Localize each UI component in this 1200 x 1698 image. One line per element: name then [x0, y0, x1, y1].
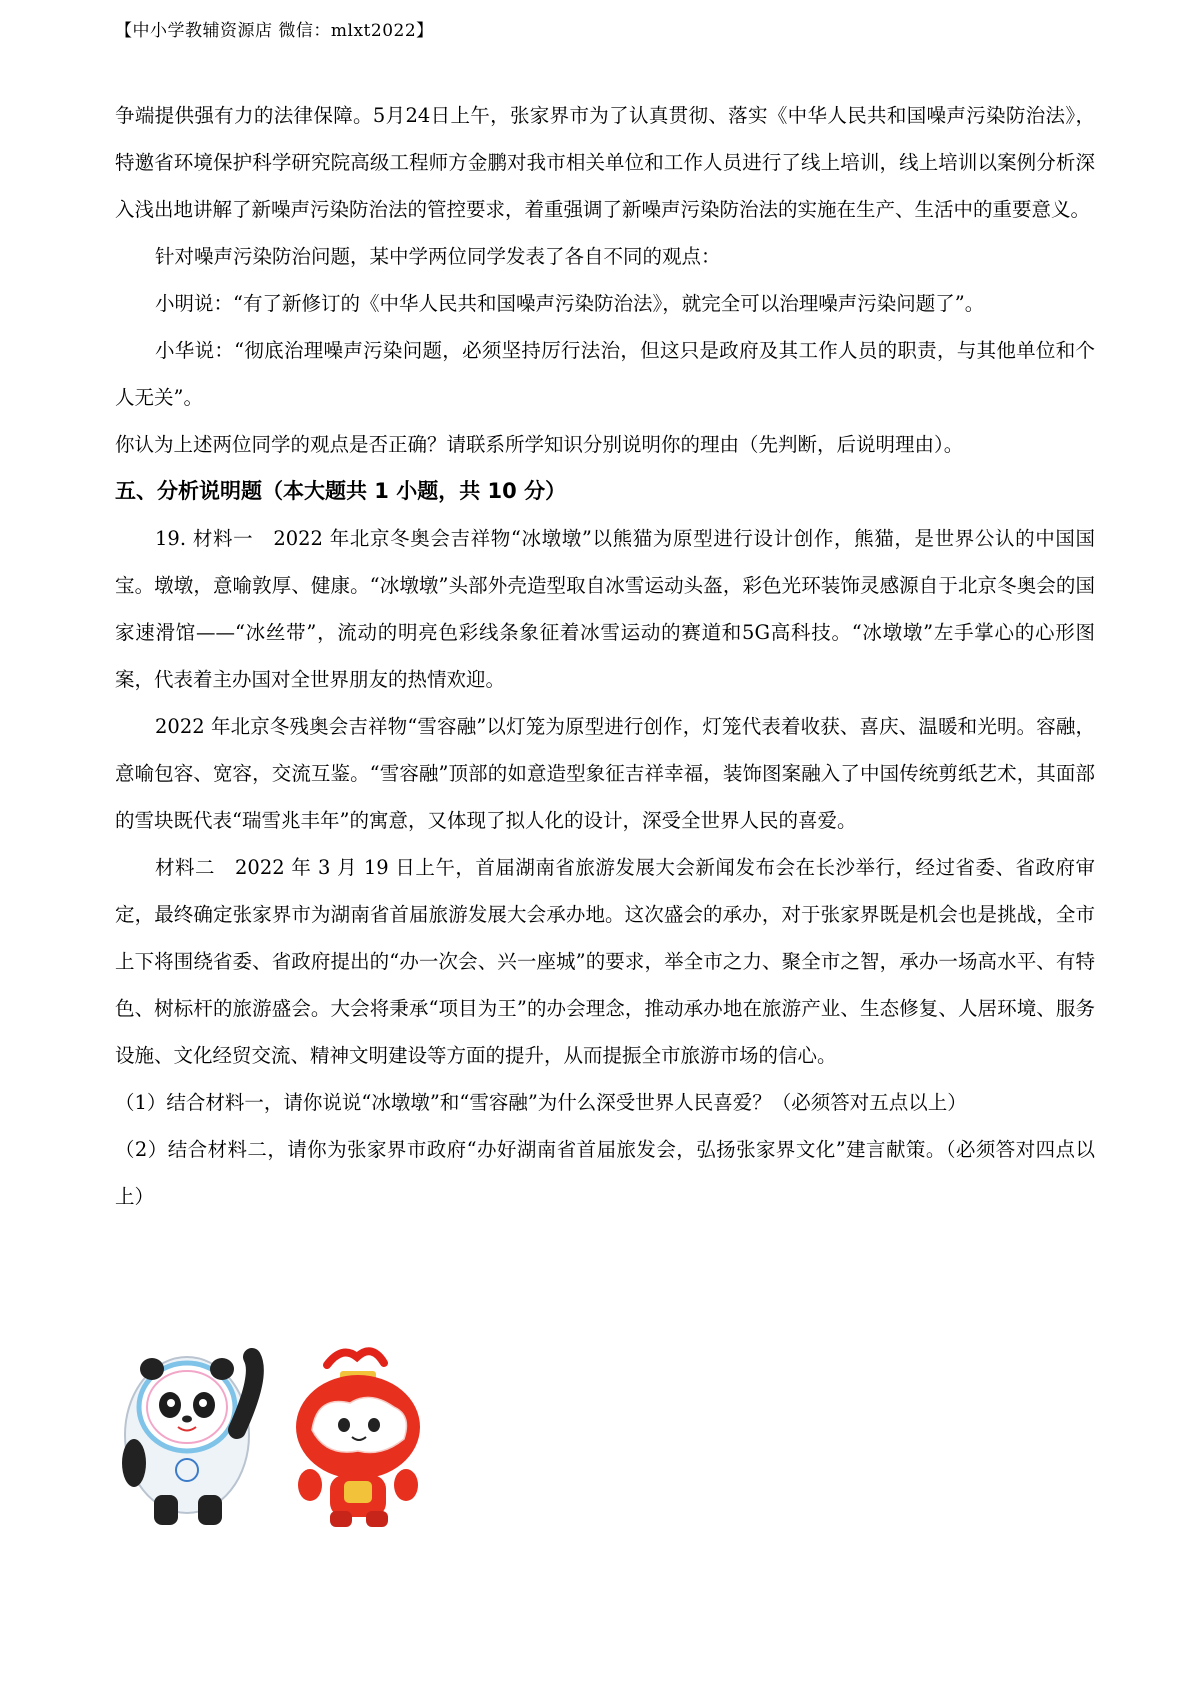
q19-material-1b: 2022 年北京冬残奥会吉祥物“雪容融”以灯笼为原型进行创作，灯笼代表着收获、喜庆、温暖和光明。容融，意喻包容、宽容，交流互鉴。“雪容融”顶部的如意造型象征吉祥幸福，装饰图案融入了中国传统剪纸艺术，其面部的雪块既代表“瑞雪兆丰年”的寓意，又体现了拟人化的设计，深受全世界人民的喜爱。: [115, 715, 1095, 832]
mascots-image: [112, 1335, 432, 1530]
q19-subquestion-2: （2）结合材料二，请你为张家界市政府“办好湖南省首届旅发会，弘扬张家界文化”建言献策。（必须答对四点以上）: [115, 1138, 1095, 1208]
q19-material-1: 19. 材料一 2022 年北京冬奥会吉祥物“冰墩墩”以熊猫为原型进行设计创作，熊猫，是世界公认的中国国宝。墩墩，意喻敦厚、健康。“冰墩墩”头部外壳造型取自冰雪运动头盔，彩色光环装饰灵感源自于北京冬奥会的国家速滑馆——“冰丝带”，流动的明亮色彩线条象征着冰雪运动的赛道和5G高科技。“冰墩墩”左手掌心的心形图案，代表着主办国对全世界朋友的热情欢迎。: [115, 527, 1095, 691]
body-text: [115, 92, 1095, 1220]
q19-material-2: 材料二 2022 年 3 月 19 日上午，首届湖南省旅游发展大会新闻发布会在长沙举行，经过省委、省政府审定，最终确定张家界市为湖南省首届旅游发展大会承办地。这次盛会的承办，对于张家界既是机会也是挑战，全市上下将围绕省委、省政府提出的“办一次会、兴一座城”的要求，举全市之力、聚全市之智，承办一场高水平、有特色、树标杆的旅游盛会。大会将秉承“项目为王”的办会理念，推动承办地在旅游产业、生态修复、人居环境、服务设施、文化经贸交流、精神文明建设等方面的提升，从而提振全市旅游市场的信心。: [115, 856, 1095, 1067]
q19-subquestion-1: （1）结合材料一，请你说说“冰墩墩”和“雪容融”为什么深受世界人民喜爱？（必须答对五点以上）: [115, 1091, 967, 1114]
paragraph-xiaohua: 小华说：“彻底治理噪声污染问题，必须坚持厉行法治，但这只是政府及其工作人员的职责，与其他单位和个人无关”。: [115, 339, 1095, 409]
paragraph-law: 争端提供强有力的法律保障。5月24日上午，张家界市为了认真贯彻、落实《中华人民共和国噪声污染防治法》，特邀省环境保护科学研究院高级工程师方金鹏对我市相关单位和工作人员进行了线上培训，线上培训以案例分析深入浅出地讲解了新噪声污染防治法的管控要求，着重强调了新噪声污染防治法的实施在生产、生活中的重要意义。: [115, 104, 1095, 221]
paragraph-question: 你认为上述两位同学的观点是否正确？请联系所学知识分别说明你的理由（先判断，后说明理由）。: [115, 433, 964, 456]
watermark: 【中小学教辅资源店 微信：mlxt2022】: [115, 21, 434, 41]
paragraph-intro: 针对噪声污染防治问题，某中学两位同学发表了各自不同的观点：: [155, 245, 721, 268]
paragraph-xiaoming: 小明说：“有了新修订的《中华人民共和国噪声污染防治法》，就完全可以治理噪声污染问题了”。: [155, 292, 985, 315]
shuey-rhon-rhon-mascot: [296, 1351, 420, 1527]
section-heading: 五、分析说明题（本大题共 1 小题，共 10 分）: [115, 479, 567, 503]
bing-dwen-dwen-mascot: [122, 1357, 255, 1525]
